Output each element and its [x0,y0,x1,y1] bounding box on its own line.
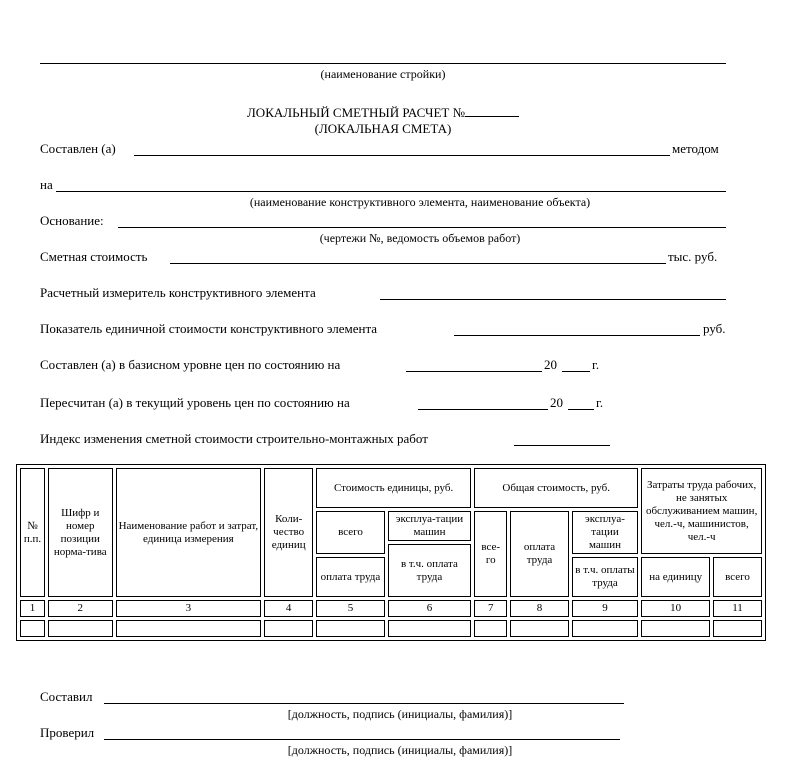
column-number: 8 [510,600,568,617]
composed-label: Составлен (а) [40,141,116,156]
header-labor-per-unit: на единицу [641,557,710,597]
table-cell[interactable] [474,620,507,637]
document-title-text: ЛОКАЛЬНЫЙ СМЕТНЫЙ РАСЧЕТ № [246,105,466,120]
basis-label: Основание: [40,213,104,228]
column-number: 2 [48,600,113,617]
construction-name-caption: (наименование стройки) [320,67,446,81]
basis-field[interactable] [118,227,726,228]
unit-cost-field[interactable] [454,335,700,336]
estimate-table [16,464,766,641]
header-total-cost: Общая стоимость, руб. [474,468,638,508]
table-cell[interactable] [713,620,762,637]
header-labor: Затраты труда рабочих, не занятых обслуживанием машин, чел.-ч, машинистов, чел.-ч [641,468,762,554]
header-total-incl-wage: в т.ч. оплаты труда [572,557,639,597]
base-date-field[interactable] [406,371,542,372]
unit-cost-unit: руб. [703,321,726,336]
column-numbers-row [20,600,762,617]
column-number: 3 [116,600,262,617]
checked-by-label: Проверил [40,725,95,740]
table-cell[interactable] [572,620,639,637]
table-cell[interactable] [48,620,113,637]
column-number: 9 [572,600,639,617]
current-date-field[interactable] [418,409,548,410]
column-number: 10 [641,600,710,617]
checked-by-caption: [должность, подпись (инициалы, фамилия)] [287,743,513,757]
cost-unit: тыс. руб. [668,249,718,264]
composed-field[interactable] [134,155,670,156]
document-subtitle: (ЛОКАЛЬНАЯ СМЕТА) [314,121,452,136]
meter-field[interactable] [380,299,726,300]
table-cell[interactable] [510,620,568,637]
document-number-field[interactable] [465,104,519,117]
cost-field[interactable] [170,263,666,264]
cost-label: Сметная стоимость [40,249,148,264]
checked-by-field[interactable] [104,739,620,740]
column-number: 11 [713,600,762,617]
column-number: 6 [388,600,471,617]
header-total-all: все-го [474,511,507,597]
document-title [40,104,726,120]
header-total-machines: эксплуа-тации машин [572,511,639,554]
object-caption: (наименование конструктивного элемента, наименование объекта) [249,195,591,209]
base-level-label: Составлен (а) в базисном уровне цен по состоянию на [40,357,341,372]
index-label: Индекс изменения сметной стоимости строительно-монтажных работ [40,431,428,446]
column-number: 1 [20,600,45,617]
object-field[interactable] [56,191,726,192]
header-labor-total: всего [713,557,762,597]
method-label: методом [672,141,719,156]
table-row[interactable] [20,620,762,637]
header-unit-cost: Стоимость единицы, руб. [316,468,471,508]
base-year-field[interactable] [562,371,590,372]
base-year-prefix: 20 [544,357,557,372]
header-total-wage: оплата труда [510,511,568,597]
header-name: Наименование работ и затрат, единица измерения [116,468,262,597]
header-unit-incl-wage: в т.ч. оплата труда [388,544,471,597]
column-number: 5 [316,600,385,617]
composed-by-caption: [должность, подпись (инициалы, фамилия)] [287,707,513,721]
table-cell[interactable] [264,620,313,637]
table-cell[interactable] [116,620,262,637]
composed-by-field[interactable] [104,703,624,704]
column-number: 7 [474,600,507,617]
meter-label: Расчетный измеритель конструктивного элемента [40,285,316,300]
composed-by-label: Составил [40,689,93,704]
on-label: на [40,177,53,192]
base-year-suffix: г. [592,357,600,372]
basis-caption: (чертежи №, ведомость объемов работ) [319,231,521,245]
header-unit-wage: оплата труда [316,557,385,597]
header-no: № п.п. [20,468,45,597]
table-cell[interactable] [20,620,45,637]
current-year-suffix: г. [596,395,604,410]
index-field[interactable] [514,445,610,446]
table-cell[interactable] [388,620,471,637]
construction-name-line[interactable] [40,63,726,64]
header-unit-total: всего [316,511,385,554]
table-cell[interactable] [641,620,710,637]
table-cell[interactable] [316,620,385,637]
header-unit-machines: эксплуа-тации машин [388,511,471,541]
header-qty: Коли-чество единиц [264,468,313,597]
current-level-label: Пересчитан (а) в текущий уровень цен по состоянию на [40,395,350,410]
header-code: Шифр и номер позиции норма-тива [48,468,113,597]
unit-cost-label: Показатель единичной стоимости конструктивного элемента [40,321,378,336]
column-number: 4 [264,600,313,617]
current-year-prefix: 20 [550,395,563,410]
current-year-field[interactable] [568,409,594,410]
